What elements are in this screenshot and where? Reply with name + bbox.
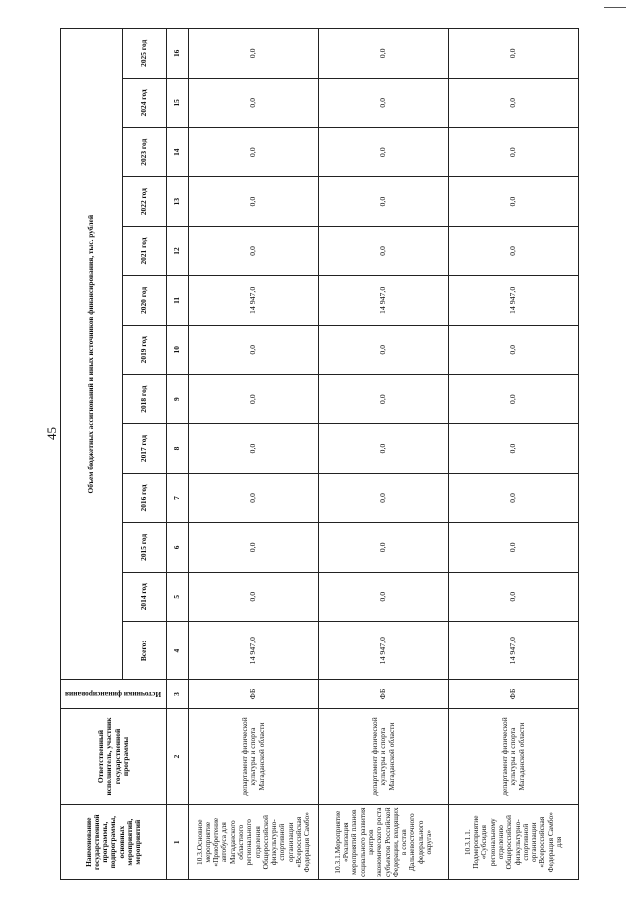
row-year-value: 0,0 xyxy=(319,128,449,177)
row-year-value: 0,0 xyxy=(319,473,449,522)
row-year-value: 0,0 xyxy=(449,177,579,226)
column-number: 10 xyxy=(167,325,189,374)
table-row xyxy=(319,29,449,880)
column-number: 2 xyxy=(167,708,189,805)
row-year-value: 0,0 xyxy=(189,572,319,621)
row-source: ФБ xyxy=(319,680,449,708)
row-executor: департамент физической культуры и спорта Магаданской области xyxy=(189,708,319,805)
column-number: 8 xyxy=(167,424,189,473)
header-executor: Ответственный исполнитель, участник государственной программы xyxy=(61,708,167,805)
row-year-value: 0,0 xyxy=(319,177,449,226)
column-number: 4 xyxy=(167,621,189,679)
row-year-value: 0,0 xyxy=(319,226,449,275)
row-year-value: 0,0 xyxy=(189,473,319,522)
column-number: 1 xyxy=(167,805,189,880)
row-year-value: 0,0 xyxy=(319,325,449,374)
header-year: 2019 год xyxy=(123,325,167,374)
column-number: 7 xyxy=(167,473,189,522)
row-year-value: 0,0 xyxy=(189,374,319,423)
column-number: 6 xyxy=(167,523,189,572)
row-total: 14 947,0 xyxy=(189,621,319,679)
header-name: Наименование государственной программы, подпрограммы, основных мероприятий, мероприятий xyxy=(61,805,167,880)
row-executor: департамент физической культуры и спорта Магаданской области xyxy=(449,708,579,805)
row-year-value: 0,0 xyxy=(319,424,449,473)
row-year-value: 0,0 xyxy=(449,572,579,621)
rotated-table-wrapper xyxy=(60,28,579,880)
row-year-value: 0,0 xyxy=(449,325,579,374)
row-year-value: 0,0 xyxy=(189,29,319,79)
row-executor: департамент физической культуры и спорта Магаданской области xyxy=(319,708,449,805)
header-source-text: Источники финансирования xyxy=(65,690,162,700)
row-year-value: 0,0 xyxy=(449,226,579,275)
row-name: 10.3.Основное мероприятие «Приобретение автобуса для Магаданского областного регионального отделения Общероссийской физкультурно-спортивной организации «Всероссийская Федерация Самбо» xyxy=(189,805,319,880)
row-year-value: 0,0 xyxy=(319,29,449,79)
column-number: 5 xyxy=(167,572,189,621)
row-name: 10.3.1.Мероприятие «Реализация мероприятий планов социального развития центров экономического роста субъектов Российской Федерации, входящих в состав Дальневосточного федерального округа» xyxy=(319,805,449,880)
table-row xyxy=(449,29,579,880)
header-year: 2018 год xyxy=(123,374,167,423)
row-total: 14 947,0 xyxy=(449,621,579,679)
row-year-value: 0,0 xyxy=(189,424,319,473)
row-year-value: 0,0 xyxy=(189,78,319,127)
header-year: 2020 год xyxy=(123,276,167,325)
row-year-value: 0,0 xyxy=(449,424,579,473)
column-number: 16 xyxy=(167,29,189,79)
table-row xyxy=(189,29,319,880)
row-year-value: 14 947,0 xyxy=(449,276,579,325)
row-name: 10.3.1.1. Подмероприятие «Субсидия региональному отделению Общероссийской физкультурно-спортивной организации «Всероссийская Федерация Самбо» для xyxy=(449,805,579,880)
header-year: 2021 год xyxy=(123,226,167,275)
header-year: 2022 год xyxy=(123,177,167,226)
row-year-value: 0,0 xyxy=(449,29,579,79)
header-year: 2014 год xyxy=(123,572,167,621)
row-year-value: 0,0 xyxy=(449,374,579,423)
header-total: Всего: xyxy=(123,621,167,679)
column-number: 9 xyxy=(167,374,189,423)
row-year-value: 14 947,0 xyxy=(189,276,319,325)
row-year-value: 0,0 xyxy=(189,177,319,226)
row-year-value: 14 947,0 xyxy=(319,276,449,325)
header-year: 2024 год xyxy=(123,78,167,127)
row-source: ФБ xyxy=(449,680,579,708)
row-year-value: 0,0 xyxy=(319,374,449,423)
page-number: 45 xyxy=(44,427,59,440)
header-year: 2025 год xyxy=(123,29,167,79)
column-number-row xyxy=(167,29,189,880)
row-year-value: 0,0 xyxy=(189,523,319,572)
row-year-value: 0,0 xyxy=(189,325,319,374)
row-year-value: 0,0 xyxy=(319,78,449,127)
header-source xyxy=(61,680,167,708)
column-number: 11 xyxy=(167,276,189,325)
column-number: 13 xyxy=(167,177,189,226)
row-year-value: 0,0 xyxy=(449,78,579,127)
header-year: 2016 год xyxy=(123,473,167,522)
top-rule xyxy=(604,7,626,8)
header-funding-group: Объем бюджетных ассигнований и иных источников финансирования, тыс. рублей xyxy=(61,29,123,680)
row-year-value: 0,0 xyxy=(449,128,579,177)
row-total: 14 947,0 xyxy=(319,621,449,679)
row-year-value: 0,0 xyxy=(189,128,319,177)
financing-table xyxy=(60,28,579,880)
row-source: ФБ xyxy=(189,680,319,708)
header-year: 2017 год xyxy=(123,424,167,473)
row-year-value: 0,0 xyxy=(189,226,319,275)
header-year: 2015 год xyxy=(123,523,167,572)
row-year-value: 0,0 xyxy=(319,572,449,621)
row-year-value: 0,0 xyxy=(449,473,579,522)
column-number: 12 xyxy=(167,226,189,275)
column-number: 14 xyxy=(167,128,189,177)
column-number: 3 xyxy=(167,680,189,708)
row-year-value: 0,0 xyxy=(449,523,579,572)
column-number: 15 xyxy=(167,78,189,127)
row-year-value: 0,0 xyxy=(319,523,449,572)
header-year: 2023 год xyxy=(123,128,167,177)
